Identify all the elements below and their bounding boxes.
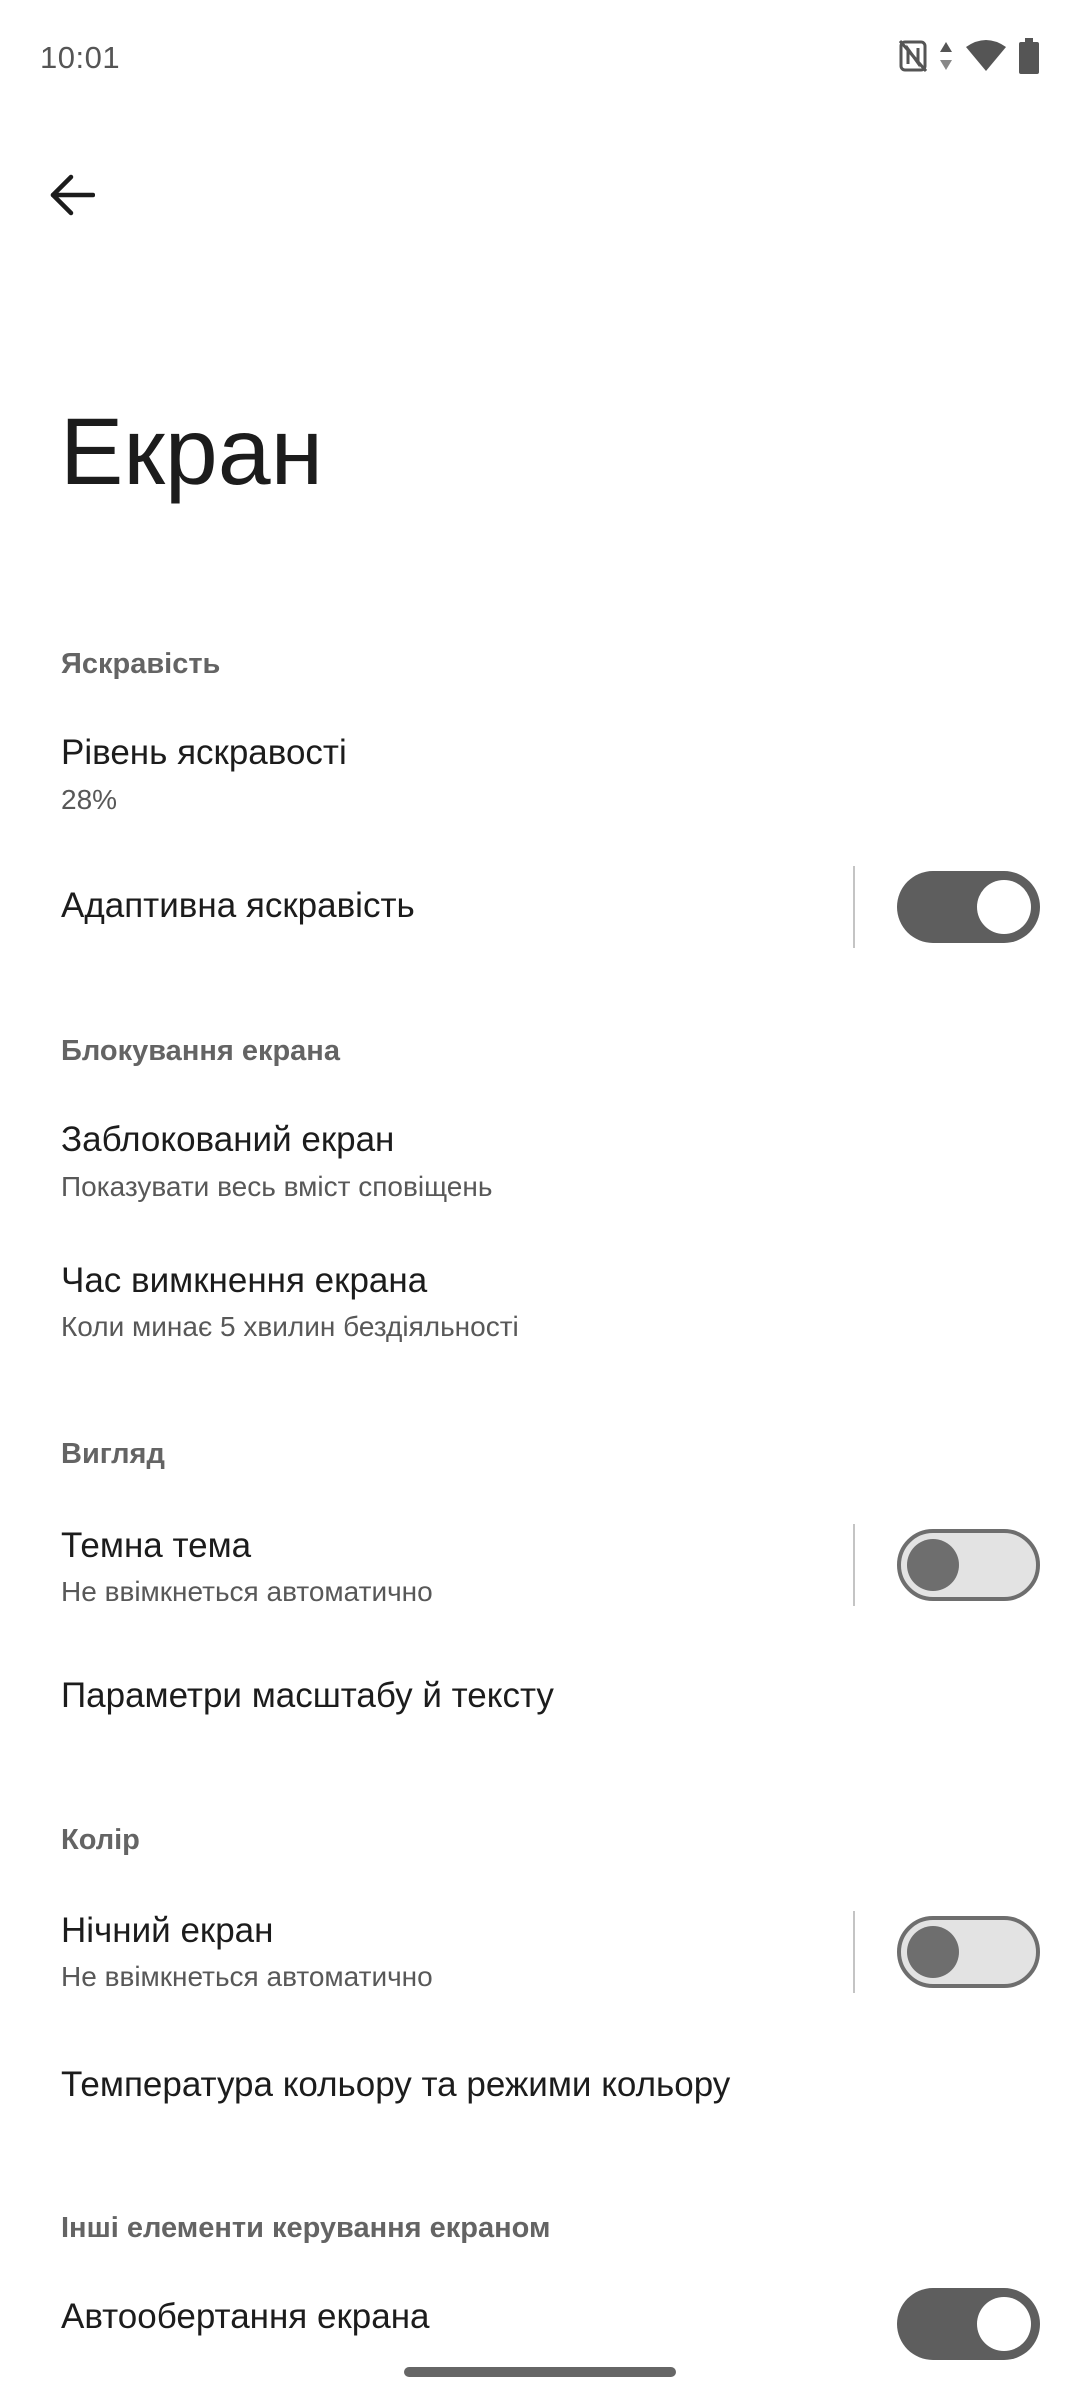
data-arrows-icon <box>938 39 954 73</box>
scale-and-text-title: Параметри масштабу й тексту <box>61 1676 554 1715</box>
brightness-level-value: 28% <box>61 784 118 815</box>
section-header-lock-screen: Блокування екрана <box>61 1035 340 1067</box>
wifi-icon <box>964 39 1008 73</box>
dark-theme-item[interactable] <box>0 1490 1080 1635</box>
section-header-other-controls: Інші елементи керування екраном <box>61 2212 551 2244</box>
color-temperature-item[interactable] <box>0 2030 1080 2140</box>
auto-rotate-item[interactable] <box>0 2262 1080 2372</box>
screen-timeout-title: Час вимкнення екрана <box>61 1261 428 1300</box>
back-button[interactable] <box>30 155 114 239</box>
auto-rotate-switch[interactable] <box>897 2288 1040 2360</box>
night-light-summary: Не ввімкнеться автоматично <box>61 1961 433 1992</box>
divider <box>853 1524 855 1606</box>
divider <box>853 866 855 948</box>
adaptive-brightness-item[interactable] <box>0 850 1080 965</box>
dark-theme-switch[interactable] <box>897 1529 1040 1601</box>
status-bar <box>0 0 1080 120</box>
nfc-icon <box>898 39 928 73</box>
adaptive-brightness-title: Адаптивна яскравість <box>61 886 415 925</box>
locked-screen-item[interactable] <box>0 1085 1080 1220</box>
locked-screen-summary: Показувати весь вміст сповіщень <box>61 1171 493 1202</box>
auto-rotate-title: Автообертання екрана <box>61 2297 430 2336</box>
screen-timeout-summary: Коли минає 5 хвилин бездіяльності <box>61 1311 519 1342</box>
brightness-level-title: Рівень яскравості <box>61 733 347 772</box>
screen-timeout-item[interactable] <box>0 1225 1080 1360</box>
dark-theme-summary: Не ввімкнеться автоматично <box>61 1576 433 1607</box>
arrow-back-icon <box>49 174 95 221</box>
section-header-color: Колір <box>61 1824 140 1856</box>
brightness-level-item[interactable] <box>0 700 1080 835</box>
switch-knob <box>977 880 1031 934</box>
page-title: Екран <box>60 399 324 505</box>
section-header-appearance: Вигляд <box>61 1438 165 1470</box>
status-time: 10:01 <box>40 40 121 75</box>
battery-icon <box>1018 38 1040 74</box>
locked-screen-title: Заблокований екран <box>61 1120 395 1159</box>
status-icons <box>898 38 1040 74</box>
dark-theme-title: Темна тема <box>61 1526 252 1565</box>
switch-knob <box>977 2297 1031 2351</box>
gesture-nav-handle[interactable] <box>404 2367 676 2377</box>
adaptive-brightness-switch[interactable] <box>897 871 1040 943</box>
night-light-switch[interactable] <box>897 1916 1040 1988</box>
night-light-item[interactable] <box>0 1875 1080 2020</box>
switch-knob <box>907 1926 959 1978</box>
switch-knob <box>907 1539 959 1591</box>
color-temperature-title: Температура кольору та режими кольору <box>61 2065 731 2104</box>
scale-and-text-item[interactable] <box>0 1645 1080 1755</box>
divider <box>853 1911 855 1993</box>
night-light-title: Нічний екран <box>61 1911 274 1950</box>
section-header-brightness: Яскравість <box>61 648 221 680</box>
